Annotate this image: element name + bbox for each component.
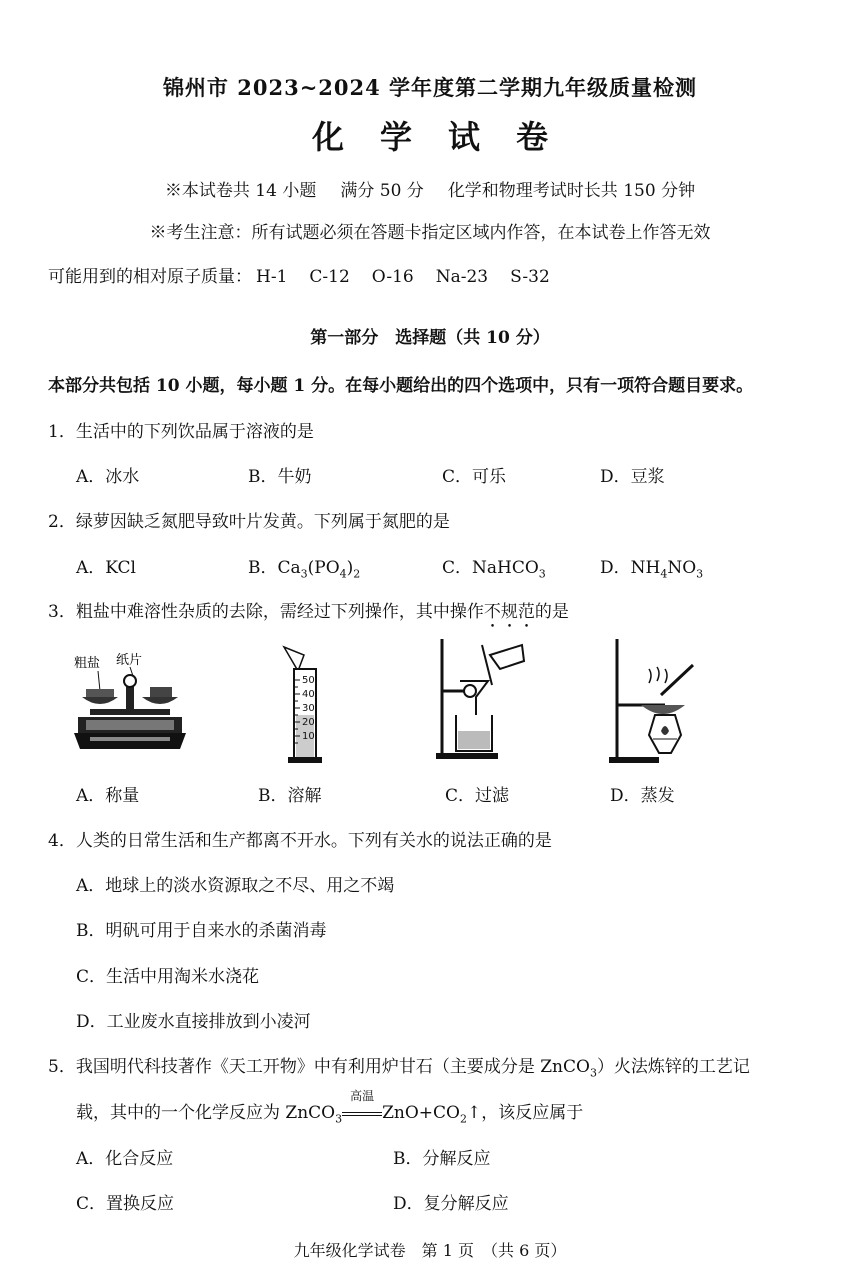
cylinder-mark: 30 <box>302 703 315 714</box>
atomic-mass: S-32 <box>510 267 550 287</box>
q1-option-c: C．可乐 <box>442 467 507 487</box>
atomic-mass: Na-23 <box>435 267 489 287</box>
filtration-figure <box>430 635 530 765</box>
q1-option-d: D．豆浆 <box>600 467 665 487</box>
title-char: 试 <box>448 118 481 156</box>
fig-label-crude-salt: 粗盐 <box>74 656 101 671</box>
question-2-stem: 2．绿萝因缺乏氮肥导致叶片发黄。下列属于氮肥的是 <box>48 512 450 532</box>
atomic-masses <box>48 262 572 287</box>
q3-option-c: C．过滤 <box>445 786 510 806</box>
cylinder-mark: 40 <box>302 689 315 700</box>
q3-option-b: B．溶解 <box>258 786 322 806</box>
q3-option-d: D．蒸发 <box>610 786 675 806</box>
page-footer: 九年级化学试卷 第 1 页 （共 6 页） <box>293 1241 567 1260</box>
exam-notice: ※考生注意：所有试题必须在答题卡指定区域内作答，在本试卷上作答无效 <box>149 223 711 243</box>
q4-option-b: B．明矾可用于自来水的杀菌消毒 <box>76 921 327 941</box>
question-1-stem: 1．生活中的下列饮品属于溶液的是 <box>48 422 314 442</box>
title-char: 化 <box>311 118 344 156</box>
question-count: ※本试卷共 14 小题 <box>164 181 317 201</box>
reaction-arrow <box>342 1089 382 1123</box>
reaction-condition: 高温 <box>350 1089 375 1103</box>
balance-scale-figure <box>70 645 190 760</box>
q5-option-b: B．分解反应 <box>393 1149 491 1169</box>
q5-option-a: A．化合反应 <box>76 1149 174 1169</box>
q2-option-d: D．$NH_4NO_3$ <box>600 558 704 581</box>
fig-label-paper: 纸片 <box>116 653 143 668</box>
evaporation-figure <box>605 635 715 770</box>
q2-option-b: B．$Ca_3(PO_4)_2$ <box>248 558 361 581</box>
title-char: 卷 <box>516 118 549 156</box>
exam-header: 锦州市 2023~2024 学年度第二学期九年级质量检测 <box>162 75 698 100</box>
part-title: 第一部分 选择题（共 10 分） <box>310 328 550 348</box>
question-5-stem-line1: 5．我国明代科技著作《天工开物》中有利用炉甘石（主要成分是 ZnCO$_3$）火法炼锌的工艺记 <box>48 1057 750 1080</box>
paper-title <box>0 112 860 158</box>
atomic-label: 可能用到的相对原子质量： <box>48 267 252 287</box>
atomic-mass: C-12 <box>309 267 350 287</box>
emphasis-text: 不规范 <box>483 602 535 622</box>
question-5-stem-line2: 载，其中的一个化学反应为 ZnCO$_3$ 高温 $ZnO+CO_2↑$，该反应属于 <box>76 1089 584 1126</box>
question-4-stem: 4．人类的日常生活和生产都离不开水。下列有关水的说法正确的是 <box>48 831 552 851</box>
cylinder-mark: 10 <box>302 731 315 742</box>
q4-option-c: C．生活中用淘米水浇花 <box>76 967 260 987</box>
q3-option-a: A．称量 <box>76 786 140 806</box>
q2-option-c: C．NaHCO$_3$ <box>442 558 546 581</box>
atomic-mass: H-1 <box>256 267 288 287</box>
instructions: 本部分共包括 10 小题，每小题 1 分。在每小题给出的四个选项中，只有一项符合题目要求。 <box>48 376 754 396</box>
q1-option-a: A．冰水 <box>76 467 140 487</box>
cylinder-mark: 50 <box>302 675 315 686</box>
cylinder-mark: 20 <box>302 717 315 728</box>
question-3-stem: 3．粗盐中难溶性杂质的去除，需经过下列操作，其中操作不规范的是 <box>48 602 569 622</box>
exam-info <box>0 176 860 201</box>
full-score: 满分 50 分 <box>340 181 424 201</box>
q2-option-a: A．KCl <box>76 558 136 578</box>
q4-option-a: A．地球上的淡水资源取之不尽、用之不竭 <box>76 876 395 896</box>
q4-option-d: D．工业废水直接排放到小凌河 <box>76 1012 311 1032</box>
q5-option-d: D．复分解反应 <box>393 1194 509 1214</box>
title-char: 学 <box>379 118 412 156</box>
atomic-mass: O-16 <box>371 267 414 287</box>
q5-option-c: C．置换反应 <box>76 1194 175 1214</box>
graduated-cylinder-figure <box>280 645 340 765</box>
q1-option-b: B．牛奶 <box>248 467 312 487</box>
exam-duration: 化学和物理考试时长共 150 分钟 <box>447 181 696 201</box>
